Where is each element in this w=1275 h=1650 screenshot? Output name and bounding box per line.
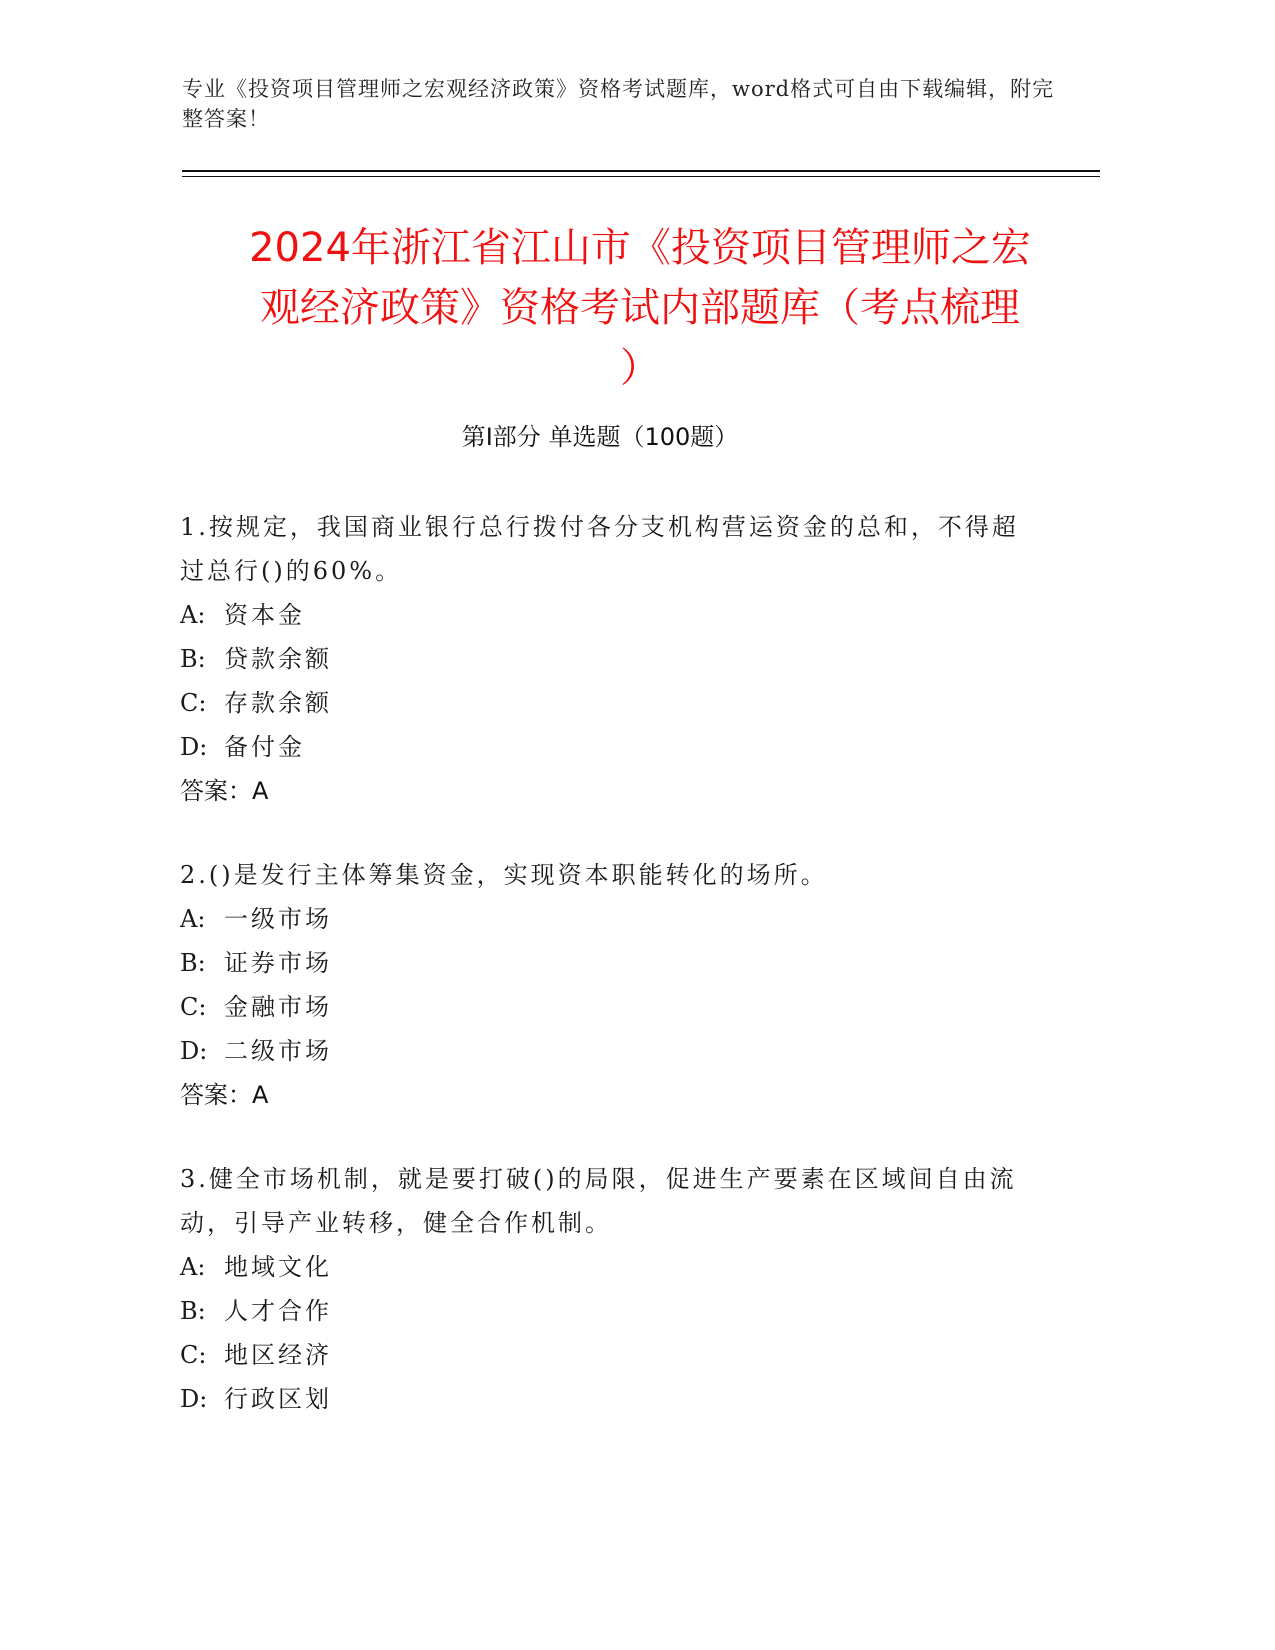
option-c [180, 1333, 1040, 1377]
option-key: B: [180, 645, 206, 673]
option-text: 证券市场 [224, 949, 332, 977]
option-c [180, 681, 1040, 725]
option-b [180, 637, 1040, 681]
question-1 [180, 505, 1040, 813]
document-title [150, 218, 1130, 398]
question-3 [180, 1157, 1040, 1421]
section-heading: 第I部分 单选题（100题） [461, 423, 739, 451]
title-line-1: 2024年浙江省江山市《投资项目管理师之宏 [249, 225, 1031, 271]
option-text: 金融市场 [224, 993, 332, 1021]
question-stem: 2.()是发行主体筹集资金，实现资本职能转化的场所。 [180, 861, 828, 889]
header-note: 专业《投资项目管理师之宏观经济政策》资格考试题库，word格式可自由下载编辑，附完整答案！ [182, 77, 1055, 131]
option-d [180, 1377, 1040, 1421]
option-a [180, 1245, 1040, 1289]
option-key: D: [180, 733, 208, 761]
option-text: 地域文化 [224, 1253, 332, 1281]
header-divider-thin [182, 176, 1100, 177]
option-a [180, 593, 1040, 637]
option-key: D: [180, 1037, 208, 1065]
option-text: 地区经济 [224, 1341, 332, 1369]
header-divider-thick [182, 170, 1100, 172]
option-d [180, 1029, 1040, 1073]
answer-line: 答案：A [180, 1081, 269, 1109]
option-key: A: [180, 1253, 206, 1281]
title-line-2: 观经济政策》资格考试内部题库（考点梳理 [260, 285, 1020, 331]
option-text: 备付金 [224, 733, 305, 761]
option-key: C: [180, 993, 207, 1021]
option-text: 二级市场 [224, 1037, 332, 1065]
option-key: B: [180, 949, 206, 977]
option-b [180, 1289, 1040, 1333]
option-key: B: [180, 1297, 206, 1325]
answer-line: 答案：A [180, 777, 269, 805]
option-a [180, 897, 1040, 941]
question-stem: 1.按规定，我国商业银行总行拨付各分支机构营运资金的总和，不得超过总行()的60%。 [180, 513, 1019, 585]
option-b [180, 941, 1040, 985]
option-text: 一级市场 [224, 905, 332, 933]
question-stem: 3.健全市场机制，就是要打破()的局限，促进生产要素在区域间自由流动，引导产业转移，健全合作机制。 [180, 1165, 1017, 1237]
option-key: D: [180, 1385, 208, 1413]
question-2 [180, 853, 1040, 1117]
option-key: A: [180, 601, 206, 629]
option-key: C: [180, 1341, 207, 1369]
title-line-3: ） [620, 345, 660, 391]
option-key: A: [180, 905, 206, 933]
option-text: 行政区划 [224, 1385, 332, 1413]
option-d [180, 725, 1040, 769]
option-text: 贷款余额 [224, 645, 332, 673]
option-key: C: [180, 689, 207, 717]
option-text: 存款余额 [224, 689, 332, 717]
question-list [180, 505, 1040, 1461]
option-text: 人才合作 [224, 1297, 332, 1325]
option-text: 资本金 [224, 601, 305, 629]
option-c [180, 985, 1040, 1029]
